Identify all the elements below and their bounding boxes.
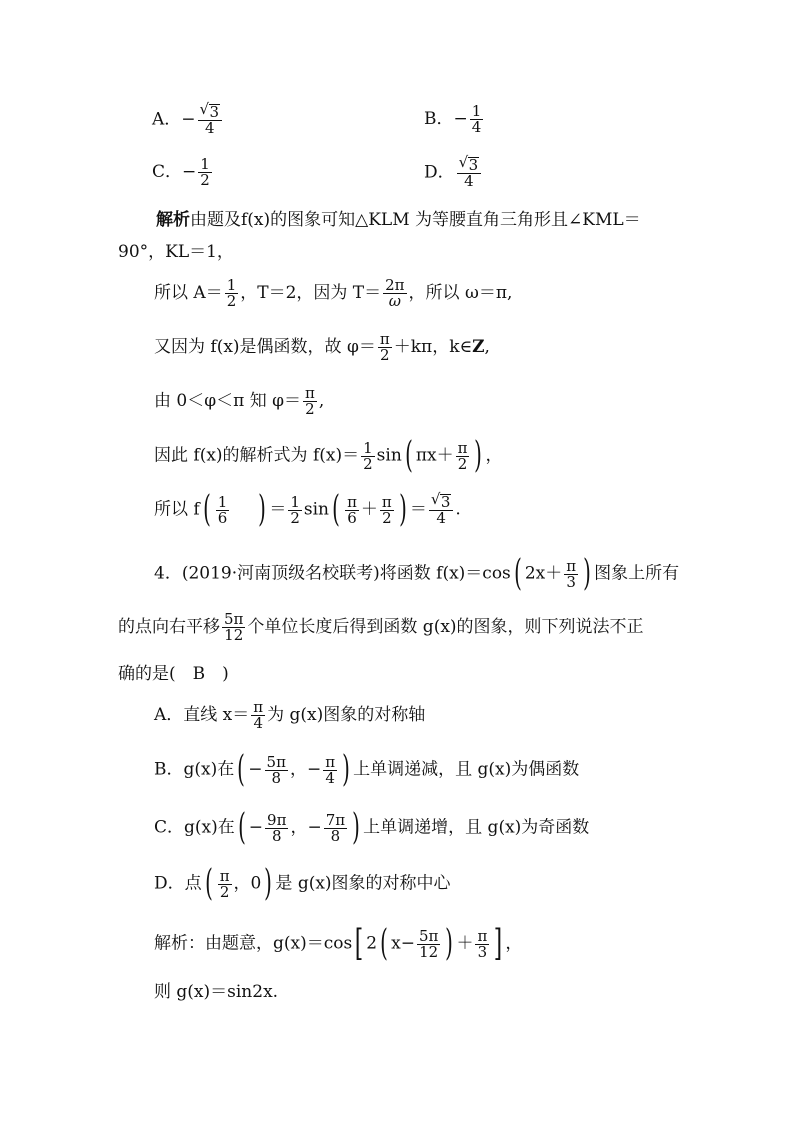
solution1-line3: 所以 A＝ $\frac{1}{2}$ ，T＝2，因为 T＝ $\frac{2\pi}{\omega}$ ，所以 ω＝π, <box>154 276 513 310</box>
solution1-line2: 90°，KL＝1， <box>118 242 234 262</box>
q4-option-b: B．g(x)在( − $\frac{5\pi}{8}$ ，− $\frac{\pi}{4}$ ) 上单调递减，且 g(x)为偶函数 <box>154 749 580 790</box>
option-b: B．− $\frac{1}{4}$ <box>424 102 482 136</box>
q4-line3: 确的是( B ) <box>118 664 229 684</box>
solution1-line7: 所以 f( $\frac{1}{6}$ ) ＝ $\frac{1}{2}$ sin( $\frac{\pi}{6}$ ＋ $\frac{\pi}{2}$ ) ＝ √ 3 4 . <box>154 489 461 530</box>
option-c: C．− $\frac{1}{2}$ <box>152 155 210 189</box>
solution1-line5: 由 0＜φ＜π 知 φ＝ $\frac{\pi}{2}$ , <box>154 384 325 418</box>
solution1-line1: 解析由题及f(x)的图象可知△KLM 为等腰直角三角形且∠KML＝ <box>156 210 641 230</box>
option-d: D． √ 3 4 <box>424 157 483 189</box>
option-a: A．− √ 3 4 <box>152 104 224 136</box>
q4-option-d: D．点( $\frac{\pi}{2}$ ，0) 是 g(x)图象的对称中心 <box>154 863 451 904</box>
solution2-line2: 则 g(x)＝sin2x. <box>154 982 279 1002</box>
solution2-line1: 解析：由题意，g(x)＝cos[ 2( x− $\frac{5\pi}{12}$ ) ＋ $\frac{\pi}{3}$ ] ， <box>154 923 523 964</box>
q4-option-a: A．直线 x＝ $\frac{\pi}{4}$ 为 g(x)图象的对称轴 <box>154 698 426 732</box>
q4-option-c: C．g(x)在( − $\frac{9\pi}{8}$ ，− $\frac{7\pi}{8}$ ) 上单调递增，且 g(x)为奇函数 <box>154 807 590 848</box>
q4-line1: 4．(2019·河南顶级名校联考)将函数 f(x)＝cos( 2x＋ $\frac{\pi}{3}$ ) 图象上所有 <box>154 553 680 594</box>
q4-line2: 的点向右平移 $\frac{5\pi}{12}$ 个单位长度后得到函数 g(x)的图象，则下列说法不正 <box>118 610 644 644</box>
solution1-line6: 因此 f(x)的解析式为 f(x)＝ $\frac{1}{2}$ sin( πx＋ $\frac{\pi}{2}$ ) ， <box>154 435 503 476</box>
solution1-line4: 又因为 f(x)是偶函数，故 φ＝ $\frac{\pi}{2}$ ＋kπ，k∈Z, <box>154 330 490 364</box>
